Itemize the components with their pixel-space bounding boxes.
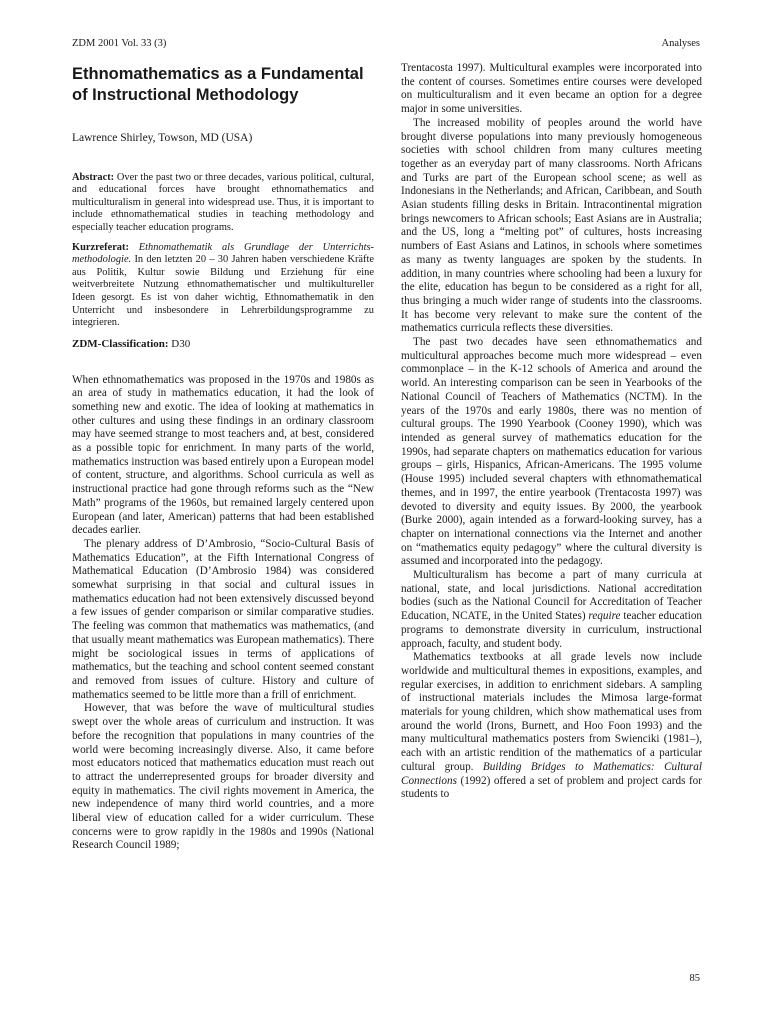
paragraph-text: teacher education programs to demonstrate diversity in curriculum, instructional approach, faculty, and student body. xyxy=(401,610,703,650)
kurzreferat-label: Kurzreferat: xyxy=(72,241,129,253)
article-title: Ethnomathematics as a Fundamental of Instructional Methodology xyxy=(72,65,364,104)
paragraph-text: (1992) offered a set of problem and project cards for students to xyxy=(401,774,702,801)
right-column xyxy=(401,62,702,802)
body-paragraph: When ethnomathematics was proposed in the 1970s and 1980s as an area of study in mathematics education, it had the look of something new and exotic. The idea of looking at mathematics in other cultures and using these findings in an ordinary classroom may have seemed strange to most teachers and, at best, considered as a possible topic for enrichment. In many parts of the world, mathematics instruction was based entirely upon a European model of content, structure, and algorithms. School curricula as well as instructional practice had gone through reforms such as the “New Math” programs of the 1960s, but remained largely centered upon European (and later, American) patterns that had been established decades earlier. xyxy=(72,373,374,537)
body-paragraph: The increased mobility of peoples around the world have brought diverse populations into many previously homogeneous societies with school children from many cultures meeting together as an everyday part of many classrooms. North Africans and Turks are part of the European school scene; as well as Indonesians in the Netherlands; and African, Caribbean, and South Asian students filling desks in Britain. Intracontinental migration brings newcomers to African schools; East Asians are in Australia; and the US, long a “melting pot” of cultures, hosts increasing numbers of East Asians and Latinos, in schools where sometimes as many as twenty languages are spoken by the students. In addition, in many countries where schooling had been a luxury for the elite, education has begun to be considered as a right for all, thus bringing a much wider range of students into the classrooms. It has become very relevant to make sure the content of the mathematics curricula reflects these diversities. xyxy=(401,116,702,335)
emphasis-require: require xyxy=(585,610,621,623)
body-paragraph: The plenary address of D’Ambrosio, “Socio-Cultural Basis of Mathematics Education”, at the Fifth International Congress of Mathematical Education (D’Ambrosio 1984) was considered somewhat surprising in that social and cultural issues in mathematics education had not been extensively discussed beyond a few issues of gender comparison or similar comparative studies. The feeling was common that mathematics was mathematics, (and that usually meant mathematics was European mathematics). There might be sociological issues in terms of applications of mathematics, but the teaching and school content seemed constant and removed from issues of culture. History and culture of mathematics seemed to be little more than a frill of enrichment. xyxy=(72,537,374,701)
kurzreferat-text: In den letzten 20 – 30 Jahren haben verschiedene Kräfte aus Politik, Kultur sowie Bildung und Erziehung für eine weitverbreitete Nutzung ethnomathematischer und multikultureller Ideen gesorgt. Es ist von daher wichtig, Ethnomathematik in den Unterricht und insbesondere in Lehrerbildungsprogramme zu integrieren. xyxy=(72,254,374,329)
kurzreferat-title: Ethnomathematik als Grundlage der Unterrichts-methodologie. xyxy=(72,241,374,266)
abstract-text: Over the past two or three decades, various political, cultural, and educational forces have brought ethnomathematics and multiculturalism in general into widespread use. Thus, it is important to include ethnomathematical studies in teaching methodology and especially teacher education programs. xyxy=(72,171,374,234)
left-column xyxy=(72,62,374,853)
section-header: Analyses xyxy=(661,38,700,49)
page-number: 85 xyxy=(689,973,700,984)
classification-value: D30 xyxy=(168,337,191,350)
zdm-classification xyxy=(72,338,374,352)
author-line: Lawrence Shirley, Towson, MD (USA) xyxy=(72,132,253,144)
book-title: Building Bridges to Mathematics: Cultural Connections xyxy=(401,760,702,787)
classification-label: ZDM-Classification: xyxy=(72,337,169,350)
paragraph-text: Mathematics textbooks at all grade levels now include worldwide and multicultural themes in expositions, examples, and regular exercises, in addition to enrichment sidebars. A sampling of instructional materials includes the Mimosa large-format materials for young children, which show mathematical uses from around the world (Irons, Burnett, and Hoo Foon 1993) and the many multicultural mathematics posters from Swienciki (1981–), each with an artistic rendition of the mathematics of a particular cultural group. xyxy=(401,651,702,773)
body-paragraph xyxy=(401,651,702,802)
paragraph-text: Multiculturalism has become a part of many curricula at national, state, and local jurisdictions. National accreditation bodies (such as the National Council for Accreditation of Teacher Education, NCATE, in the United States) xyxy=(401,569,702,623)
body-paragraph: The past two decades have seen ethnomathematics and multicultural approaches become much more widespread – even commonplace – in the K-12 schools of America and around the world. An interesting comparison can be seen in Yearbooks of the National Council of Teachers of Mathematics (NCTM). In the years of the 1970s and early 1980s, there was no mention of cultural groups. The 1990 Yearbook (Cooney 1990), which was intended as general survey of mathematics education for the 1990s, had separate chapters on mathematics education for various groups – girls, Hispanics, African-Americans. The 1995 volume (House 1995) included several chapters with ethnomathematical themes, and in 1997, the entire yearbook (Trentacosta 1997) was devoted to diversity and equity issues. By 2000, the yearbook (Burke 2000), again intended as a forward-looking survey, has a chapter on international connections via the Internet and another on “mathematics equity pedagogy” where the cultural diversity is assumed and incorporated into the pedagogy. xyxy=(401,336,702,568)
abstract xyxy=(72,172,374,235)
kurzreferat xyxy=(72,242,374,330)
journal-header: ZDM 2001 Vol. 33 (3) xyxy=(72,38,167,49)
body-paragraph: However, that was before the wave of multicultural studies swept over the whole areas of curriculum and instruction. It was before the recognition that populations in many countries of the world were becoming increasingly diverse. Also, it came before most educators noticed that mathematics education must reach out to attract the underrepresented groups for broader diversity and equity in mathematics. The civil rights movement in America, the new independence of many third world countries, and a more liberal view of education called for a wider curriculum. These concerns were to grow rapidly in the 1980s and 1990s (National Research Council 1989; xyxy=(72,702,374,852)
body-paragraph: Trentacosta 1997). Multicultural examples were incorporated into the content of courses. Sometimes entire courses were developed on multiculturalism and it even became an option for a degree major in some universities. xyxy=(401,62,702,116)
body-paragraph xyxy=(401,569,702,651)
abstract-label: Abstract: xyxy=(72,171,115,183)
